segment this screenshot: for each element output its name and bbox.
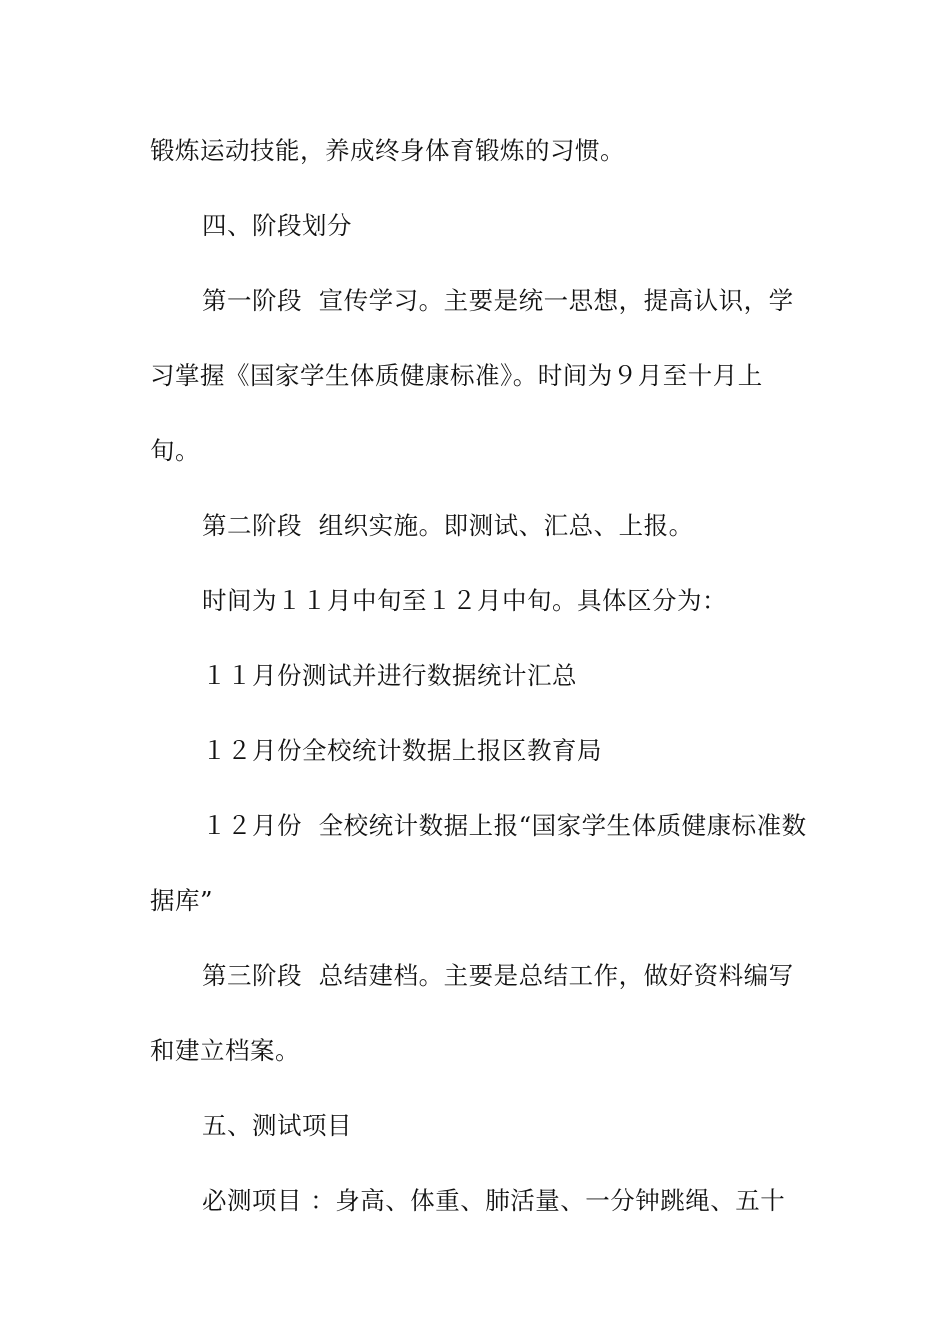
text-line-stage-one-end: 旬。	[150, 436, 200, 465]
text-line-stage-two-time: 时间为１１月中旬至１２月中旬。具体区分为：	[202, 586, 727, 615]
text-line-stage-three-end: 和建立档案。	[150, 1036, 300, 1065]
text-line-november: １１月份测试并进行数据统计汇总	[202, 661, 577, 690]
text-line-stage-one: 第一阶段 宣传学习。主要是统一思想，提高认识，学	[202, 286, 794, 315]
text-line-required-items: 必测项目 ：身高、体重、肺活量、一分钟跳绳、五十	[202, 1186, 786, 1215]
text-line-stage-one-cont: 习掌握《国家学生体质健康标准》。时间为９月至十月上	[150, 361, 763, 390]
text-line-continuation: 锻炼运动技能，养成终身体育锻炼的习惯。	[150, 136, 625, 165]
text-line-december-database: １２月份 全校统计数据上报“国家学生体质健康标准数	[202, 811, 807, 840]
text-line-stage-three: 第三阶段 总结建档。主要是总结工作，做好资料编写	[202, 961, 794, 990]
text-line-stage-two: 第二阶段 组织实施。即测试、汇总、上报。	[202, 511, 694, 540]
text-line-database-end: 据库”	[150, 886, 214, 915]
text-line-december-report: １２月份全校统计数据上报区教育局	[202, 736, 602, 765]
section-heading-stages: 四、阶段划分	[202, 211, 352, 240]
section-heading-test-items: 五、测试项目	[202, 1111, 352, 1140]
